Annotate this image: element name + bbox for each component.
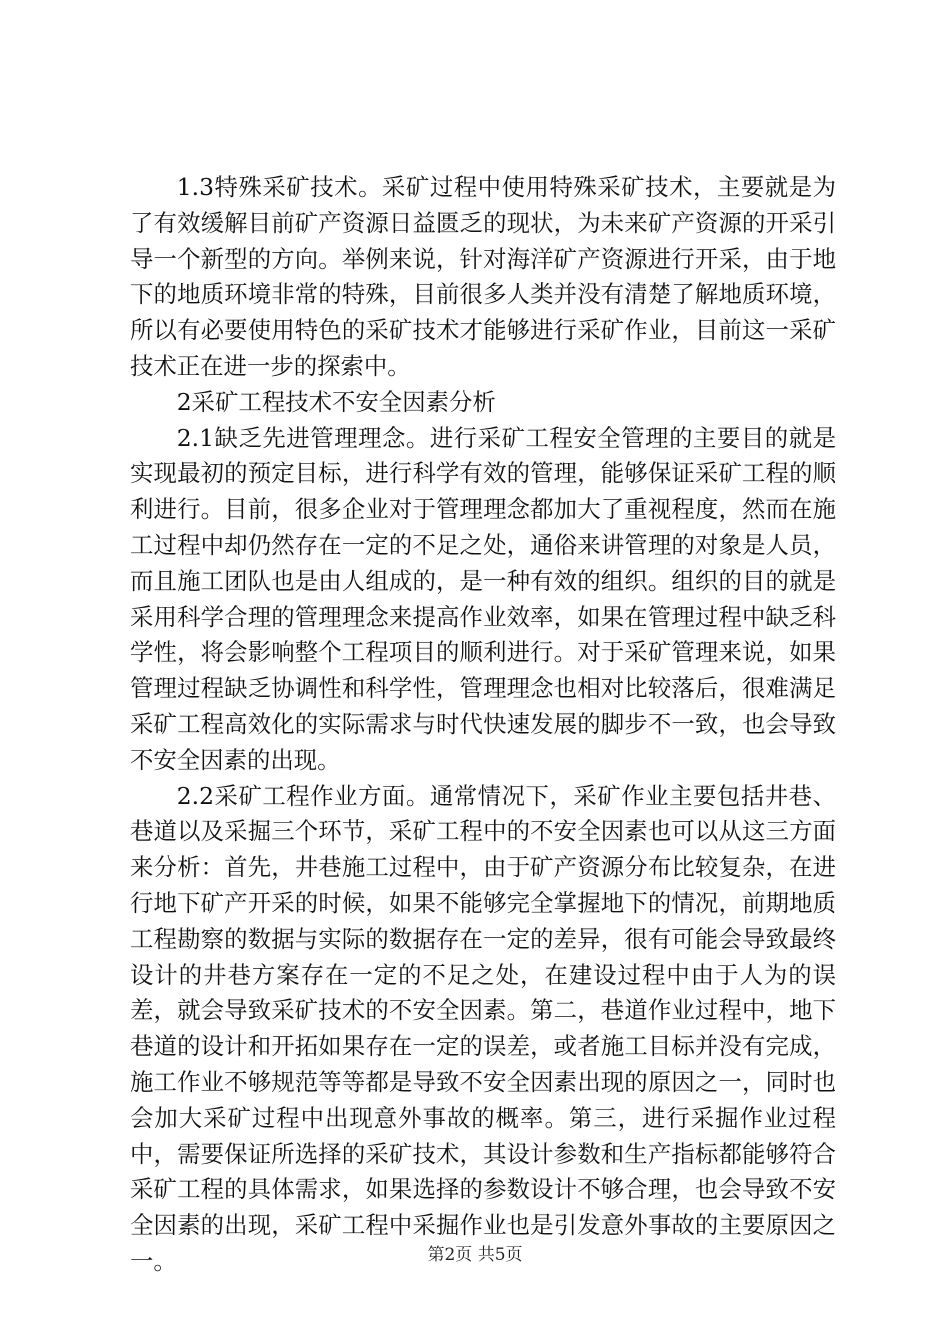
paragraph-management-concept: 2.1缺乏先进管理理念。进行采矿工程安全管理的主要目的就是实现最初的预定目标，进行科学有效的管理，能够保证采矿工程的顺利进行。目前，很多企业对于管理理念都加大了重视程度，然而在施工过程中却仍然存在一定的不足之处，通俗来讲管理的对象是人员，而且施工团队也是由人组成的，是一种有效的组织。组织的目的就是采用科学合理的管理理念来提高作业效率，如果在管理过程中缺乏科学性，将会影响整个工程项目的顺利进行。对于采矿管理来说，如果管理过程缺乏协调性和科学性，管理理念也相对比较落后，很难满足采矿工程高效化的实际需求与时代快速发展的脚步不一致，也会导致不安全因素的出现。 <box>130 423 836 774</box>
document-body <box>130 170 836 1280</box>
section-heading-unsafe-factors: 2采矿工程技术不安全因素分析 <box>176 387 496 416</box>
paragraph-mining-operations: 2.2采矿工程作业方面。通常情况下，采矿作业主要包括井巷、巷道以及采掘三个环节，采矿工程中的不安全因素也可以从这三方面来分析：首先，井巷施工过程中，由于矿产资源分布比较复杂，在进行地下矿产开采的时候，如果不能够完全掌握地下的情况，前期地质工程勘察的数据与实际的数据存在一定的差异，很有可能会导致最终设计的井巷方案存在一定的不足之处，在建设过程中由于人为的误差，就会导致采矿技术的不安全因素。第二，巷道作业过程中，地下巷道的设计和开拓如果存在一定的误差，或者施工目标并没有完成，施工作业不够规范等等都是导致不安全因素出现的原因之一，同时也会加大采矿过程中出现意外事故的概率。第三，进行采掘作业过程中，需要保证所选择的采矿技术，其设计参数和生产指标都能够符合采矿工程的具体需求，如果选择的参数设计不够合理，也会导致不安全因素的出现，采矿工程中采掘作业也是引发意外事故的主要原因之一。 <box>130 781 836 1275</box>
page-number-footer: 第2页 共5页 <box>427 1245 523 1265</box>
paragraph-special-mining-technology: 1.3特殊采矿技术。采矿过程中使用特殊采矿技术，主要就是为了有效缓解目前矿产资源日益匮乏的现状，为未来矿产资源的开采引导一个新型的方向。举例来说，针对海洋矿产资源进行开采，由于地下的地质环境非常的特殊，目前很多人类并没有清楚了解地质环境，所以有必要使用特色的采矿技术才能够进行采矿作业，目前这一采矿技术正在进一步的探索中。 <box>130 173 836 380</box>
